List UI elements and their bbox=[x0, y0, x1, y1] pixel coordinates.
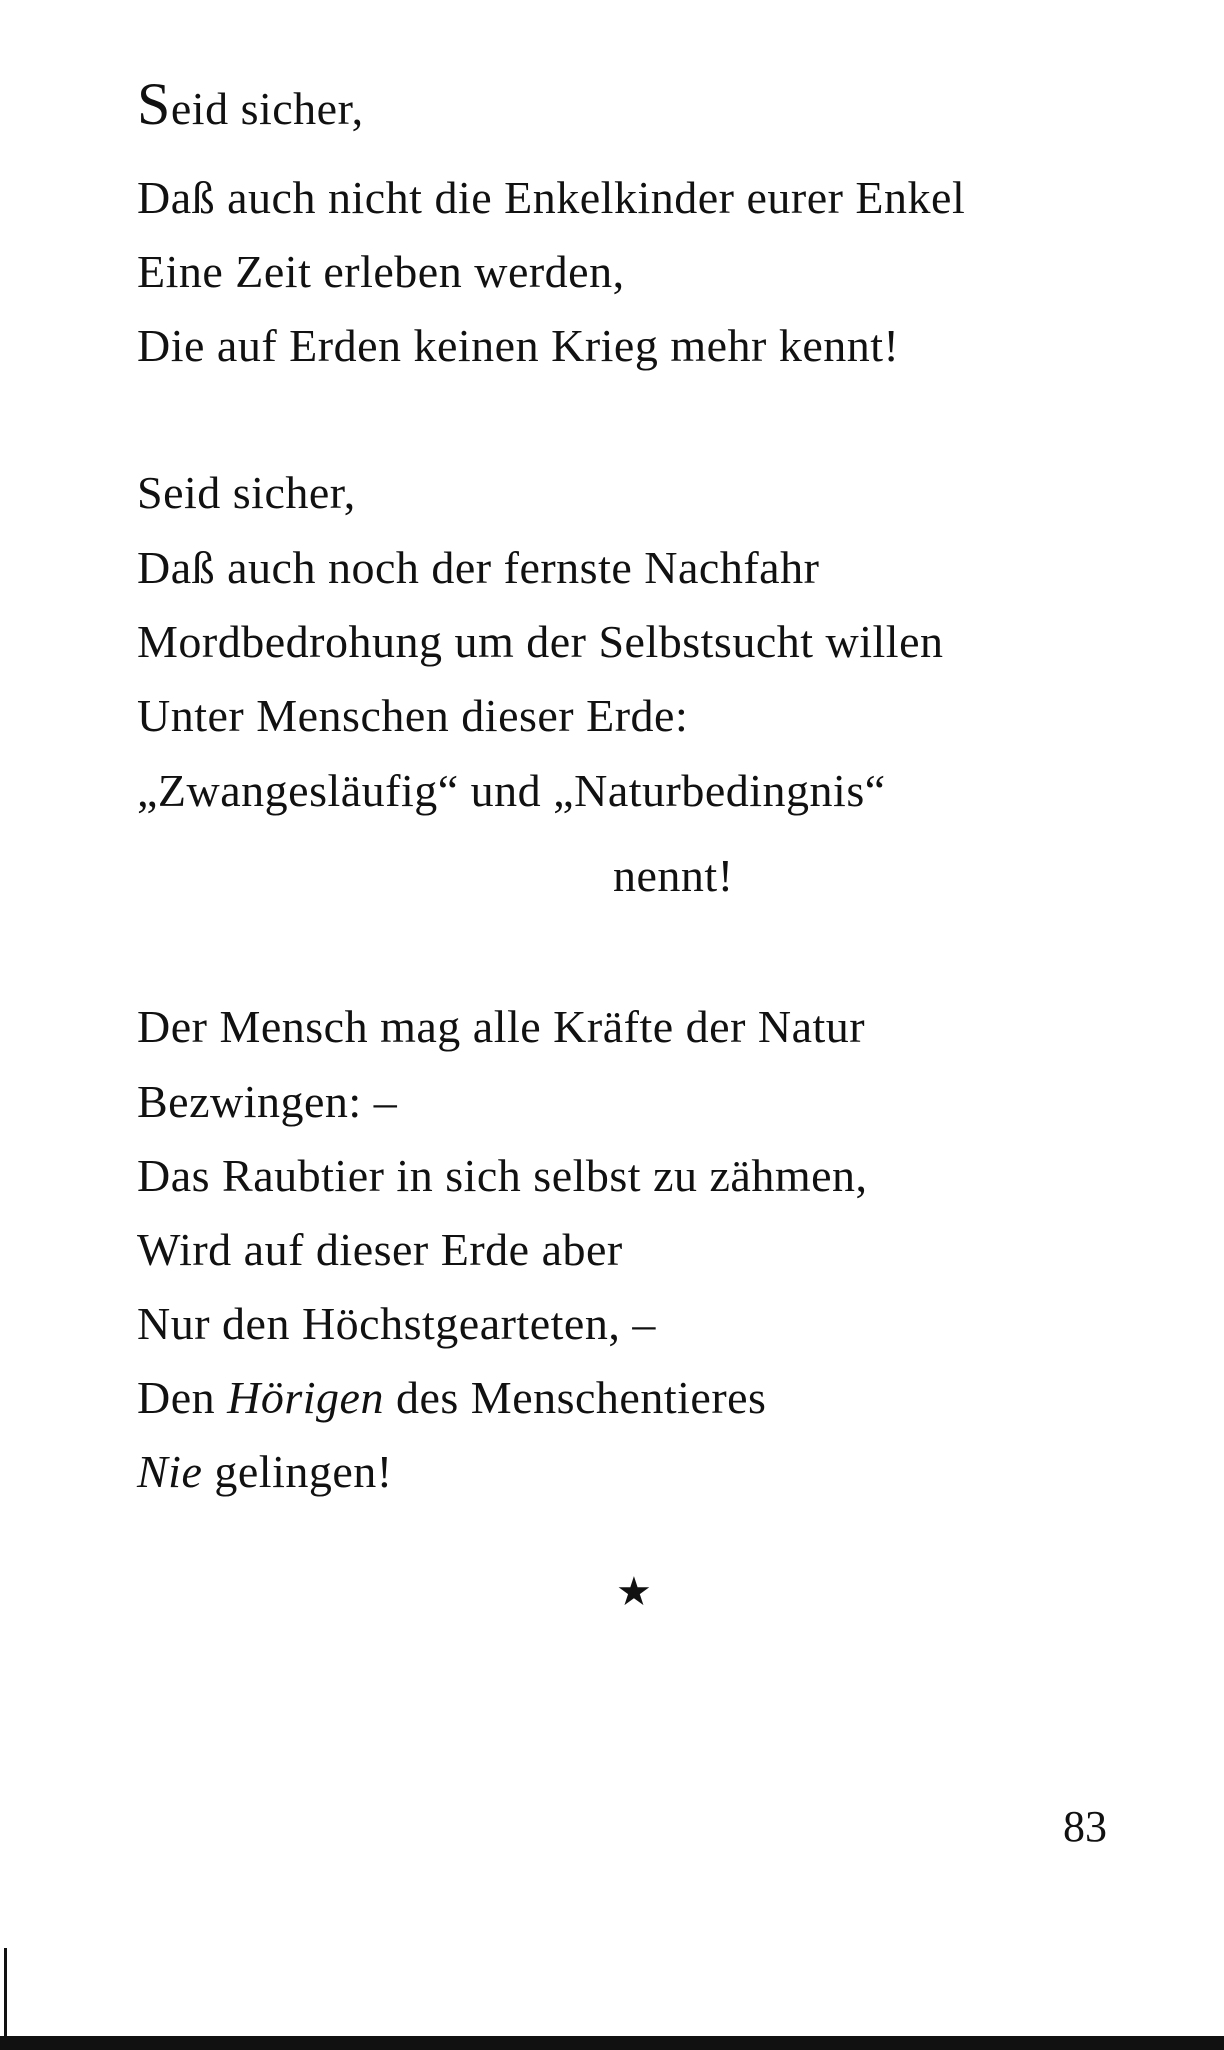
poem-line: Die auf Erden keinen Krieg mehr kennt! bbox=[137, 320, 900, 371]
italic-word: Hörigen bbox=[227, 1372, 384, 1423]
poem-line: Das Raubtier in sich selbst zu zähmen, bbox=[137, 1150, 868, 1201]
scan-bottom-edge bbox=[0, 2036, 1224, 2050]
poem-line bbox=[137, 1446, 393, 1498]
initial-letter: S bbox=[137, 71, 171, 137]
poem-line: Wird auf dieser Erde aber bbox=[137, 1224, 623, 1275]
poem-line: Nur den Höchstgearteten, – bbox=[137, 1298, 656, 1349]
poem-line: Bezwingen: – bbox=[137, 1076, 398, 1127]
poem-line: „Zwangesläufig“ und „Naturbedingnis“ bbox=[137, 765, 886, 816]
poem-line bbox=[137, 71, 364, 137]
star-ornament-icon: ★ bbox=[616, 1569, 652, 1614]
poem-line-continuation: nennt! bbox=[613, 850, 734, 901]
first-line-rest: eid sicher, bbox=[170, 83, 364, 134]
poem-line: Der Mensch mag alle Kräfte der Natur bbox=[137, 1001, 866, 1052]
poem-line bbox=[137, 1372, 766, 1424]
poem-line: Mordbedrohung um der Selbstsucht willen bbox=[137, 616, 944, 667]
poem-line: Seid sicher, bbox=[137, 467, 356, 518]
scan-edge-mark bbox=[4, 1948, 7, 2036]
page-number: 83 bbox=[1063, 1802, 1107, 1851]
line-text: des Menschentieres bbox=[383, 1372, 767, 1423]
poem-line: Unter Menschen dieser Erde: bbox=[137, 690, 689, 741]
line-text: gelingen! bbox=[202, 1446, 393, 1497]
poem-line: Daß auch noch der fernste Nachfahr bbox=[137, 542, 820, 593]
italic-word: Nie bbox=[137, 1446, 203, 1497]
poem-line: Daß auch nicht die Enkelkinder eurer Enkel bbox=[137, 172, 966, 223]
poem-line: Eine Zeit erleben werden, bbox=[137, 246, 625, 297]
line-text: Den bbox=[137, 1372, 228, 1423]
